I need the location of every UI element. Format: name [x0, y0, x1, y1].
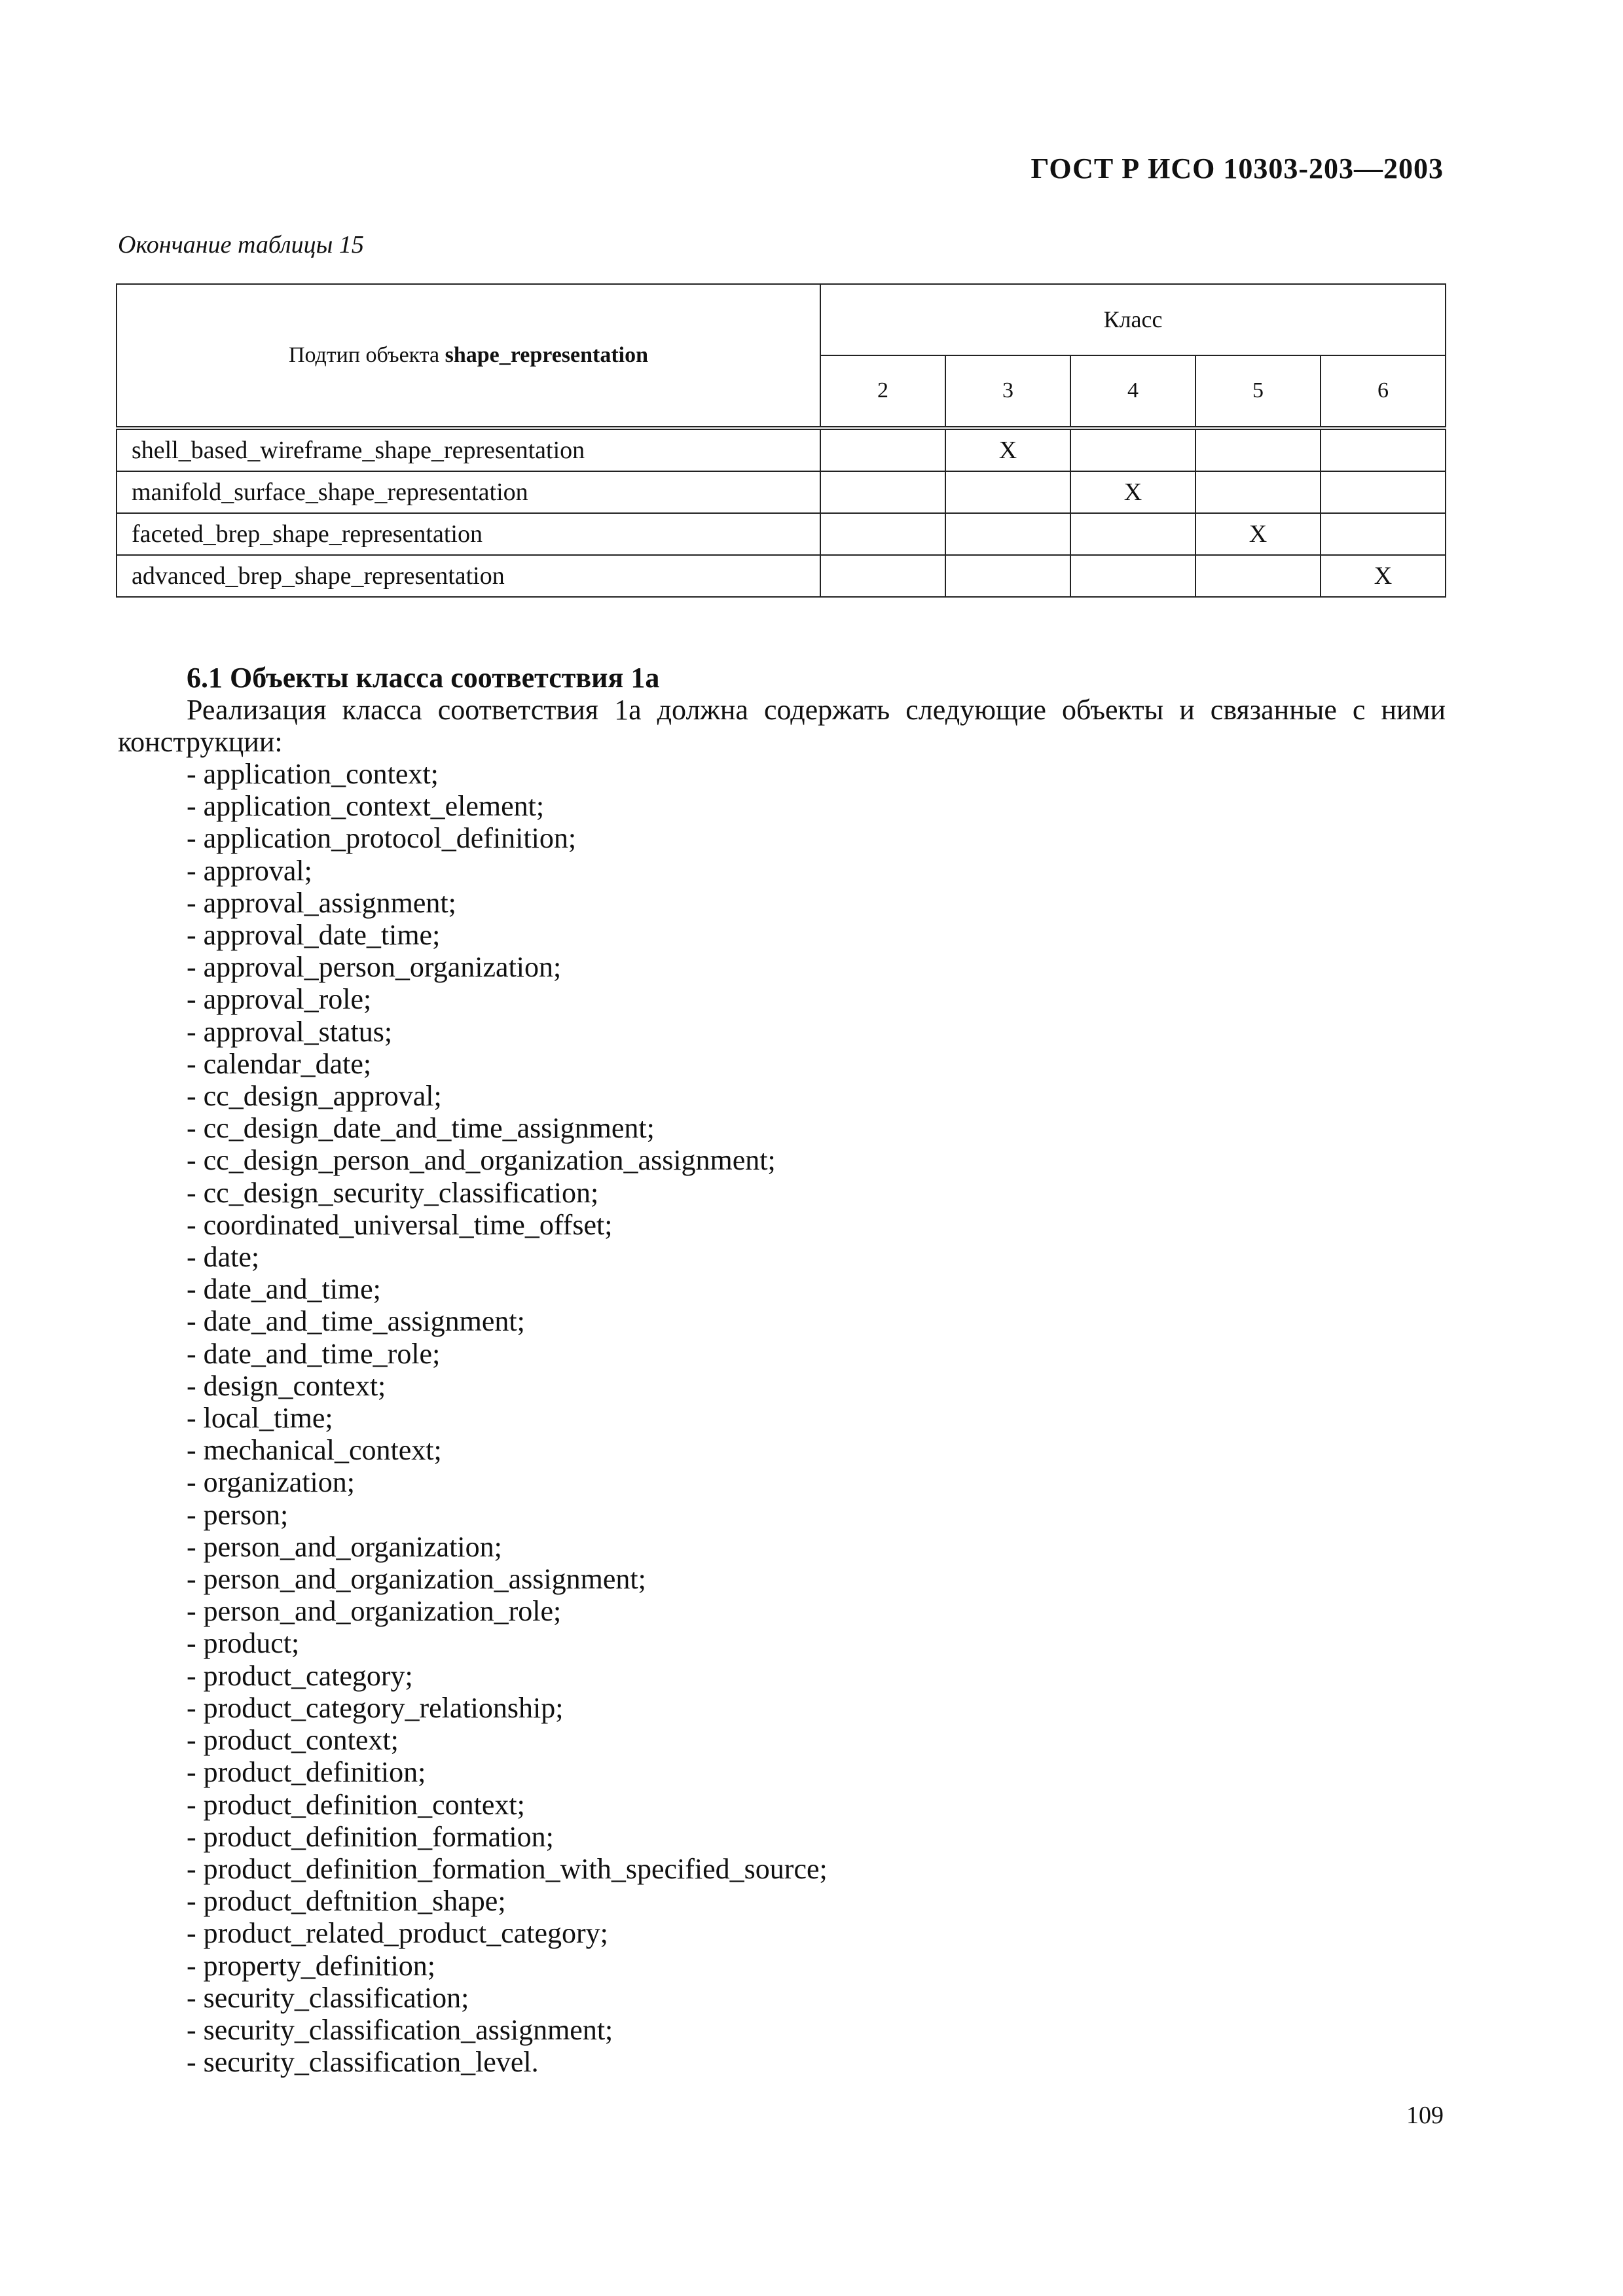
list-item: - date_and_time;: [187, 1273, 381, 1306]
header-class-5: 5: [1195, 355, 1321, 428]
list-item: - product_definition_formation_with_specified_source;: [187, 1852, 828, 1885]
list-item: - local_time;: [187, 1402, 333, 1435]
header-class-6: 6: [1321, 355, 1446, 428]
list-item: - mechanical_context;: [187, 1434, 442, 1467]
row-mark: [1321, 471, 1446, 513]
list-item: - product_category_relationship;: [187, 1691, 564, 1724]
list-item: - product_related_product_category;: [187, 1917, 608, 1950]
row-mark: [820, 471, 945, 513]
header-class-2: 2: [820, 355, 945, 428]
list-item: - property_definition;: [187, 1949, 436, 1982]
list-item: - design_context;: [187, 1369, 386, 1402]
header-subtype-prefix: Подтип объекта: [288, 343, 445, 367]
row-name: shell_based_wireframe_shape_representation: [117, 428, 820, 471]
list-item: - organization;: [187, 1466, 355, 1499]
list-item: - product_definition_context;: [187, 1788, 525, 1821]
section-intro: Реализация класса соответствия 1а должна содержать следующие объекты и связанные с ними конструкции:: [118, 694, 1446, 758]
list-item: - person_and_organization_role;: [187, 1595, 562, 1628]
document-code-header: ГОСТ Р ИСО 10303-203—2003: [1030, 152, 1444, 185]
row-mark: [945, 513, 1070, 555]
row-name: faceted_brep_shape_representation: [117, 513, 820, 555]
row-mark: [820, 555, 945, 597]
list-item: - cc_design_approval;: [187, 1080, 442, 1113]
section-title: 6.1 Объекты класса соответствия 1а: [187, 662, 660, 694]
row-mark: [1321, 428, 1446, 471]
page-number: 109: [1406, 2102, 1444, 2129]
list-item: - cc_design_person_and_organization_assignment;: [187, 1144, 776, 1177]
row-mark: [820, 428, 945, 471]
row-mark: [1195, 471, 1321, 513]
row-mark: [1321, 513, 1446, 555]
list-item: - security_classification;: [187, 1981, 469, 2014]
entity-list: [187, 758, 828, 2078]
table-row: [117, 428, 1446, 471]
header-class-3: 3: [945, 355, 1070, 428]
list-item: - date;: [187, 1241, 260, 1274]
list-item: - approval_date_time;: [187, 919, 441, 952]
list-item: - date_and_time_assignment;: [187, 1305, 525, 1338]
list-item: - product_definition;: [187, 1756, 426, 1789]
row-mark: [1070, 555, 1195, 597]
list-item: - application_context;: [187, 758, 439, 790]
list-item: - person;: [187, 1498, 289, 1531]
row-mark: [1195, 555, 1321, 597]
list-item: - product_deftnition_shape;: [187, 1885, 506, 1918]
table-row: [117, 555, 1446, 597]
list-item: - cc_design_date_and_time_assignment;: [187, 1112, 655, 1145]
row-mark: [945, 555, 1070, 597]
table-caption: Окончание таблицы 15: [118, 231, 364, 259]
list-item: - product_definition_formation;: [187, 1820, 554, 1853]
row-mark: X: [1321, 555, 1446, 597]
header-class-4: 4: [1070, 355, 1195, 428]
conformance-table: [116, 283, 1446, 598]
table-row: [117, 513, 1446, 555]
row-mark: X: [1195, 513, 1321, 555]
list-item: - product;: [187, 1627, 300, 1660]
header-class: Класс: [820, 284, 1446, 355]
header-subtype-entity: shape_representation: [445, 343, 649, 367]
list-item: - product_context;: [187, 1724, 399, 1757]
list-item: - approval;: [187, 854, 312, 887]
row-mark: X: [945, 428, 1070, 471]
list-item: - approval_role;: [187, 983, 372, 1016]
row-mark: [820, 513, 945, 555]
list-item: - date_and_time_role;: [187, 1337, 441, 1370]
list-item: - cc_design_security_classification;: [187, 1176, 599, 1209]
row-name: advanced_brep_shape_representation: [117, 555, 820, 597]
row-mark: [1070, 513, 1195, 555]
list-item: - application_context_element;: [187, 790, 545, 823]
list-item: - security_classification_assignment;: [187, 2013, 613, 2046]
row-mark: [1070, 428, 1195, 471]
list-item: - approval_status;: [187, 1015, 393, 1048]
list-item: - person_and_organization;: [187, 1530, 502, 1563]
list-item: - person_and_organization_assignment;: [187, 1563, 646, 1596]
row-mark: [945, 471, 1070, 513]
list-item: - security_classification_level.: [187, 2046, 539, 2079]
table-row: [117, 471, 1446, 513]
row-mark: X: [1070, 471, 1195, 513]
list-item: - approval_assignment;: [187, 886, 456, 919]
header-subtype: [117, 284, 820, 428]
list-item: - calendar_date;: [187, 1047, 372, 1080]
list-item: - application_protocol_definition;: [187, 822, 577, 855]
row-name: manifold_surface_shape_representation: [117, 471, 820, 513]
list-item: - coordinated_universal_time_offset;: [187, 1208, 613, 1241]
row-mark: [1195, 428, 1321, 471]
list-item: - product_category;: [187, 1659, 413, 1692]
list-item: - approval_person_organization;: [187, 951, 562, 984]
